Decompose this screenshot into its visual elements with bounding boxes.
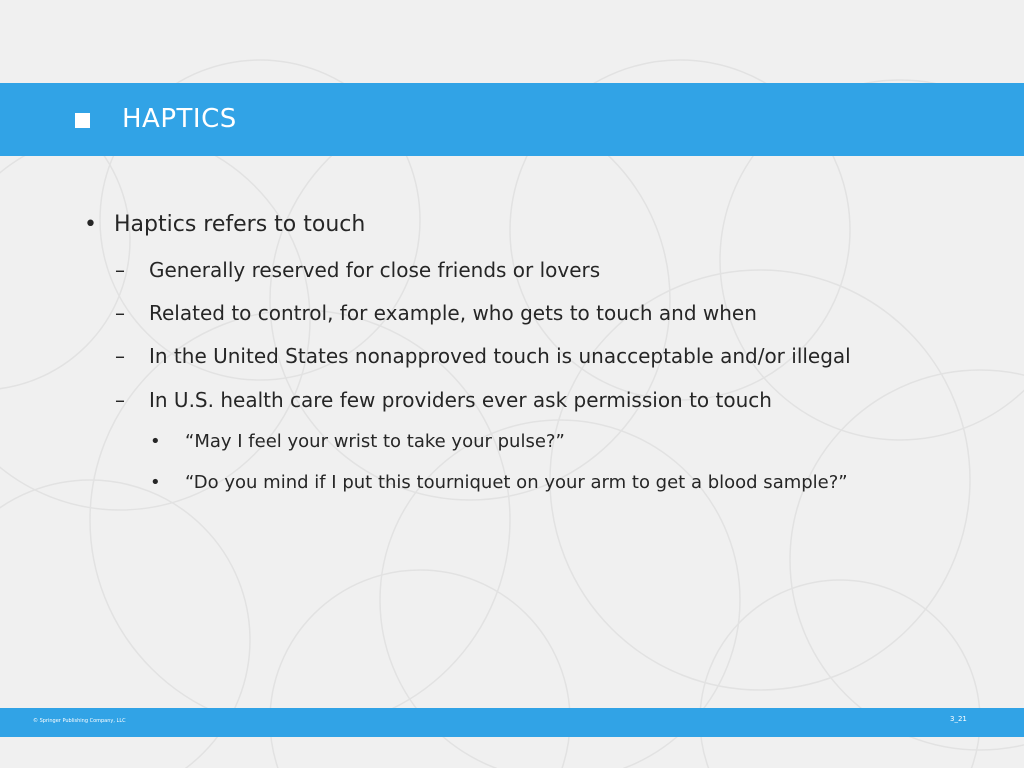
dash-marker: – bbox=[115, 344, 125, 368]
footer-bar bbox=[0, 708, 1024, 737]
title-bar bbox=[0, 83, 1024, 156]
bullet-marker: • bbox=[150, 472, 161, 493]
slide-title: HAPTICS bbox=[122, 104, 237, 134]
bullet-main: Haptics refers to touch bbox=[114, 212, 366, 237]
sub-bullet-1: Generally reserved for close friends or lovers bbox=[149, 258, 601, 282]
bullet-marker: • bbox=[84, 212, 97, 237]
page-number: 3_21 bbox=[950, 715, 967, 723]
sub-bullet-2: Related to control, for example, who gets to touch and when bbox=[149, 301, 757, 325]
title-square-icon bbox=[75, 113, 90, 128]
footer-copyright: © Springer Publishing Company, LLC bbox=[33, 718, 126, 724]
dash-marker: – bbox=[115, 388, 125, 412]
subsub-bullet-2: “Do you mind if I put this tourniquet on your arm to get a blood sample?” bbox=[185, 472, 848, 493]
subsub-bullet-1: “May I feel your wrist to take your pulse?” bbox=[185, 431, 565, 452]
dash-marker: – bbox=[115, 301, 125, 325]
sub-bullet-4: In U.S. health care few providers ever ask permission to touch bbox=[149, 388, 772, 412]
sub-bullet-3: In the United States nonapproved touch is unacceptable and/or illegal bbox=[149, 344, 851, 368]
dash-marker: – bbox=[115, 258, 125, 282]
bullet-marker: • bbox=[150, 431, 161, 452]
